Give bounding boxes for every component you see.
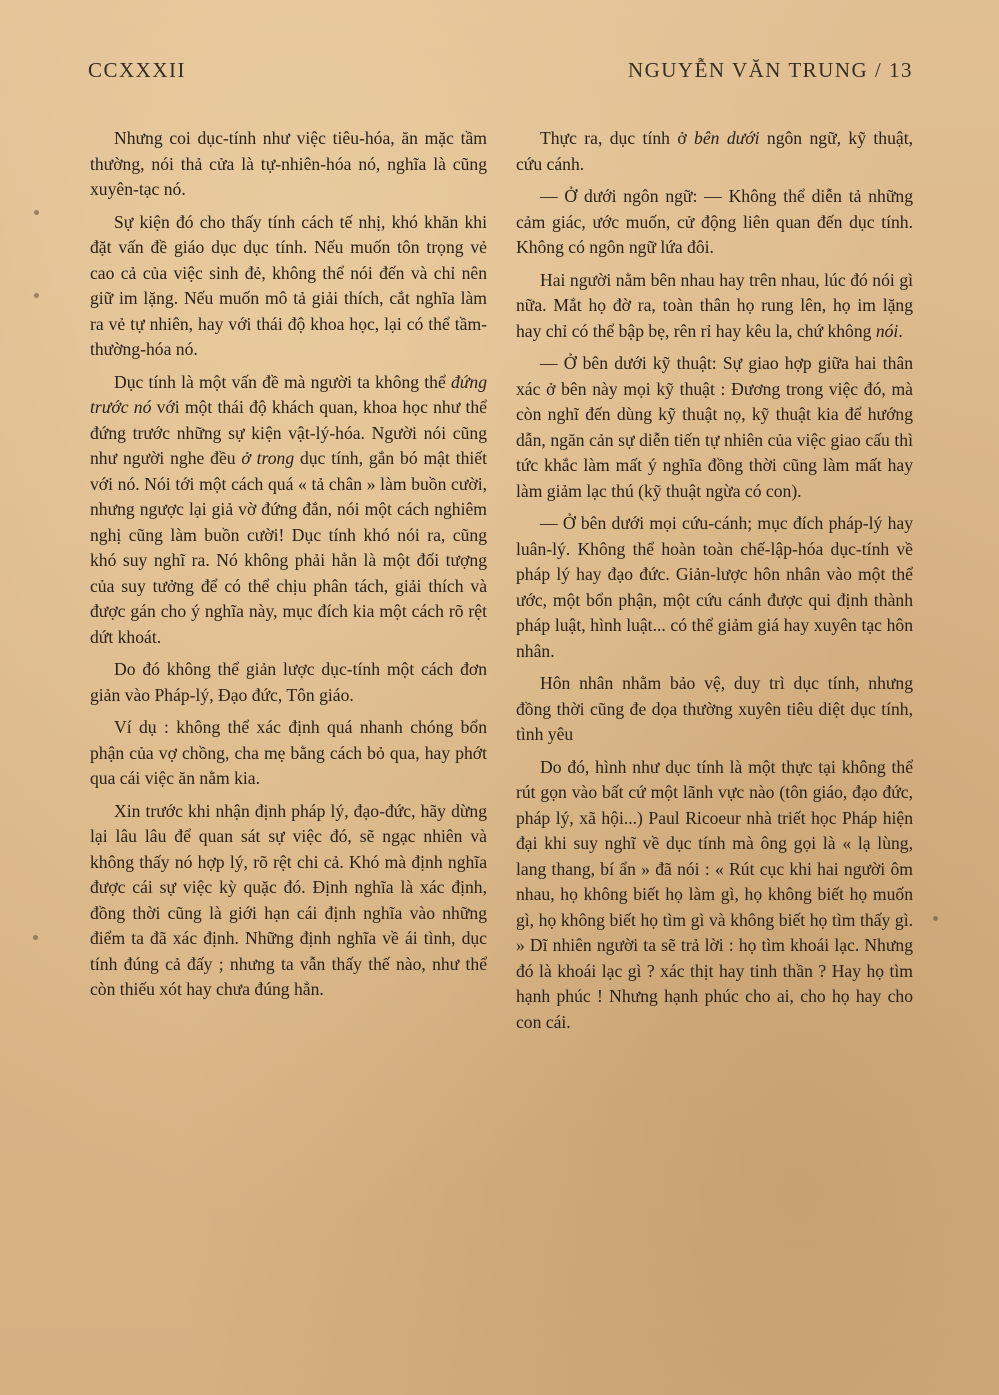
paragraph: Xin trước khi nhận định pháp lý, đạo-đức, hãy dừng lại lâu lâu để quan sát sự việc đó, sẽ ngạc nhiên và không thấy nó hợp lý, rõ rệt chi cả. Khó mà định nghĩa được cái sự việc kỳ quặc đó. Định nghĩa là xác định, đồng thời cũng là giới hạn cái định nghĩa vào những điểm ta đã xác định. Những định nghĩa về ái tình, dục tính đúng cả đấy ; nhưng ta vẫn thấy thế nào, như thể còn thiếu xót hay chưa đúng hẳn. <box>90 800 487 999</box>
print-speck <box>34 210 39 215</box>
paragraph: Do đó không thể giản lược dục-tính một cách đơn giản vào Pháp-lý, Đạo đức, Tôn giáo. <box>90 659 487 705</box>
header-section-number: CCXXXII <box>88 58 186 82</box>
emphasis: nói <box>875 320 899 341</box>
right-column <box>516 126 913 1042</box>
paragraph: Ví dụ : không thể xác định quá nhanh chóng bổn phận của vợ chồng, cha mẹ bằng cách bỏ qua, hay phớt qua cái việc ăn nằm kia. <box>90 717 487 788</box>
paragraph: Nhưng coi dục-tính như việc tiêu-hóa, ăn mặc tầm thường, nói thả cửa là tự-nhiên-hóa nó, nghĩa là cũng xuyên-tạc nó. <box>90 128 487 199</box>
paragraph: Do đó, hình như dục tính là một thực tại không thể rút gọn vào bất cứ một lãnh vực nào (tôn giáo, đạo đức, pháp lý, xã hội...) Paul Ricoeur nhà triết học Pháp hiện đại khi suy nghĩ về dục tính mà ông gọi là « lạ lùng, lang thang, bí ẩn » đã nói : « Rút cục khi hai người ôm nhau, họ không biết họ làm gì, họ không biết họ muốn gì, họ không biết họ tìm gì và không biết họ tìm thấy gì. » Dĩ nhiên người ta sẽ trả lời : họ tìm khoái lạc. Nhưng đó là khoái lạc gì ? xác thịt hay tinh thần ? Hay họ tìm hạnh phúc ! Nhưng hạnh phúc cho ai, cho họ hay cho con cái. <box>516 756 913 1032</box>
print-speck <box>33 935 38 940</box>
paragraph: Dục tính là một vấn đề mà người ta không thể đứng trước nó với một thái độ khách quan, khoa học như thể đứng trước những sự kiện vật-lý-hóa. Người nói cũng như người nghe đều ở trong dục tính, gắn bó mật thiết với nó. Nói tới một cách quá « tả chân » làm buồn cười, nhưng ngược lại giả vờ đứng đắn, nói một cách nghiêm nghị cũng làm buồn cười! Dục tính khó nói ra, cũng khó suy nghĩ ra. Nó không phải hẳn là một đối tượng của suy tưởng để có thể chịu phân tách, giải thích và được gán cho ý nghĩa này, mục đích kia một cách rõ rệt dứt khoát. <box>90 371 487 647</box>
left-column <box>90 126 487 1010</box>
emphasis: đứng trước nó <box>90 371 487 417</box>
paragraph: — Ở dưới ngôn ngữ: — Không thể diễn tả những cảm giác, ước muốn, cử động liên quan đến dục tính. Không có ngôn ngữ lứa đôi. <box>516 186 913 257</box>
emphasis: ở trong <box>241 448 295 468</box>
running-header <box>88 58 913 92</box>
paragraph: Hôn nhân nhằm bảo vệ, duy trì dục tính, nhưng đồng thời cũng đe dọa thường xuyên tiêu diệt dục tính, tình yêu <box>516 673 913 744</box>
paragraph: — Ở bên dưới kỹ thuật: Sự giao hợp giữa hai thân xác ở bên này mọi kỹ thuật : Đương trong việc đó, mà còn nghĩ đến dùng kỹ thuật nọ, kỹ thuật kia để hướng dẫn, ngăn cản sự diễn tiến tự nhiên của việc giao cấu thì tức khắc làm mất ý nghĩa đồng thời cũng làm mất hay làm giảm lạc thú (kỹ thuật ngừa có con). <box>516 353 913 501</box>
emphasis: bên dưới <box>694 128 760 148</box>
header-author-page: NGUYỄN VĂN TRUNG / 13 <box>627 58 913 82</box>
print-speck <box>933 916 938 921</box>
paragraph: Hai người nằm bên nhau hay trên nhau, lúc đó nói gì nữa. Mắt họ đờ ra, toàn thân họ rung lên, họ im lặng hay chỉ có thể bập bẹ, rên rỉ hay kêu la, chứ không nói. <box>516 269 913 341</box>
print-speck <box>34 293 39 298</box>
paragraph: Thực ra, dục tính ở bên dưới ngôn ngữ, kỹ thuật, cứu cánh. <box>516 128 913 174</box>
paragraph: Sự kiện đó cho thấy tính cách tế nhị, khó khăn khi đặt vấn đề giáo dục dục tính. Nếu muốn tôn trọng vẻ cao cả của việc sinh đẻ, không thể nói đến và chỉ nên giữ im lặng. Nếu muốn mô tả giải thích, cắt nghĩa làm ra vẻ tự nhiên, hay với thái độ khoa học, lại có thể tầm-thường-hóa nó. <box>90 211 487 359</box>
paragraph: — Ở bên dưới mọi cứu-cánh; mục đích pháp-lý hay luân-lý. Không thể hoàn toàn chế-lập-hóa dục-tính về pháp lý hay đạo đức. Giản-lược hôn nhân vào một thể ước, một bổn phận, một cứu cánh được qui định thành pháp luật, hình luật... có thể giảm giá hay xuyên tạc hôn nhân. <box>516 513 913 661</box>
